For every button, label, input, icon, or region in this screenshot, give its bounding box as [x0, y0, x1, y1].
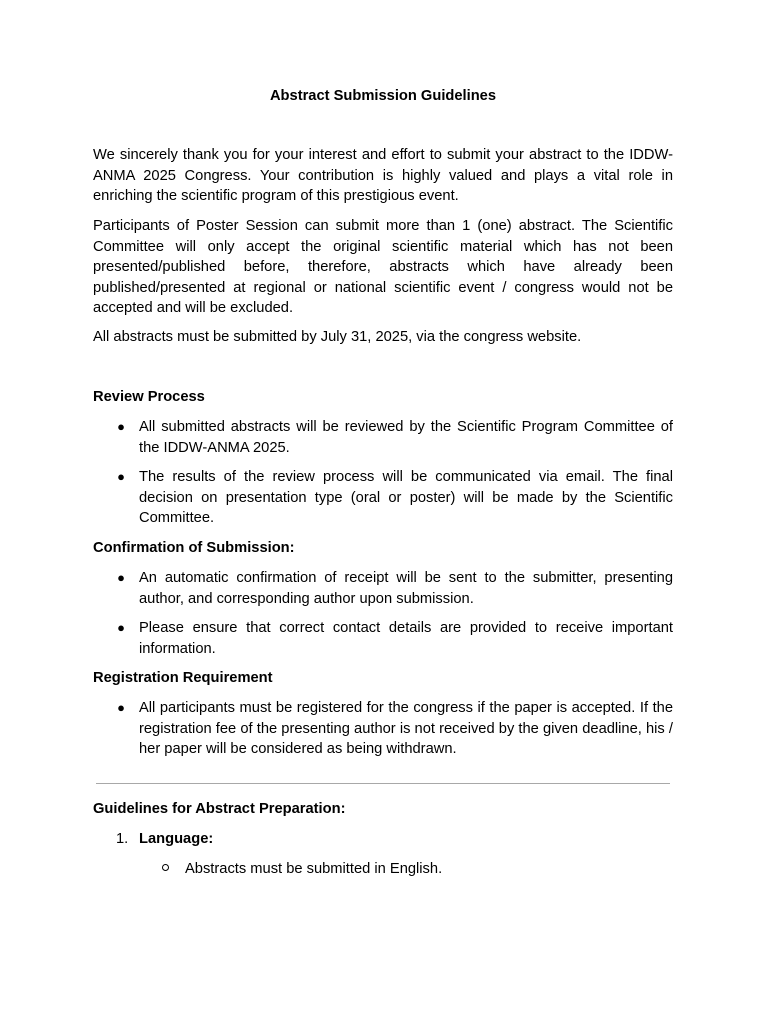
document-page	[93, 0, 673, 1024]
list-item-text: All participants must be registered for the congress if the paper is accepted. If the registration fee of the presenting author is not received by the given deadline, his / her paper will be considered as being withdrawn.	[139, 700, 673, 757]
list-item-text: The results of the review process will be communicated via email. The final decision on presentation type (oral or poster) will be made by the Scientific Committee.	[139, 469, 673, 526]
bullet-icon: ●	[117, 419, 125, 434]
list-number: 1.	[116, 831, 129, 847]
intro-paragraph-2: Participants of Poster Session can submit more than 1 (one) abstract. The Scientific Committee will only accept the original scientific material which has not been presented/published before, therefore, abstracts which have already been published/presented at regional or national scientific event / congress would not be accepted and will be excluded.	[93, 218, 673, 316]
list-item	[93, 568, 673, 609]
page-title: Abstract Submission Guidelines	[269, 88, 497, 104]
confirmation-heading: Confirmation of Submission:	[93, 540, 295, 556]
list-item	[93, 467, 673, 529]
bullet-icon: ●	[117, 620, 125, 635]
list-item	[93, 618, 673, 659]
horizontal-divider	[96, 783, 670, 784]
numbered-item-label: Language:	[139, 831, 214, 847]
numbered-item	[93, 829, 673, 850]
list-item	[93, 698, 673, 760]
review-heading: Review Process	[93, 389, 205, 405]
bullet-icon: ●	[117, 700, 125, 715]
preparation-heading: Guidelines for Abstract Preparation:	[93, 801, 346, 817]
list-item-text: An automatic confirmation of receipt will be sent to the submitter, presenting author, and corresponding author upon submission.	[139, 570, 673, 607]
bullet-icon: ●	[117, 469, 125, 484]
circle-bullet-icon	[162, 864, 169, 871]
list-item-text: All submitted abstracts will be reviewed by the Scientific Program Committee of the IDDW-ANMA 2025.	[139, 419, 673, 456]
bullet-icon: ●	[117, 570, 125, 585]
sub-list-item-text: Abstracts must be submitted in English.	[185, 861, 443, 877]
list-item	[93, 417, 673, 458]
intro-paragraph-3: All abstracts must be submitted by July 31, 2025, via the congress website.	[93, 329, 582, 345]
intro-paragraph-1: We sincerely thank you for your interest and effort to submit your abstract to the IDDW-ANMA 2025 Congress. Your contribution is highly valued and plays a vital role in enriching the scientific program of this prestigious event.	[93, 147, 673, 204]
sub-list-item	[93, 859, 673, 880]
list-item-text: Please ensure that correct contact details are provided to receive important information.	[139, 620, 673, 657]
registration-heading: Registration Requirement	[93, 670, 273, 686]
